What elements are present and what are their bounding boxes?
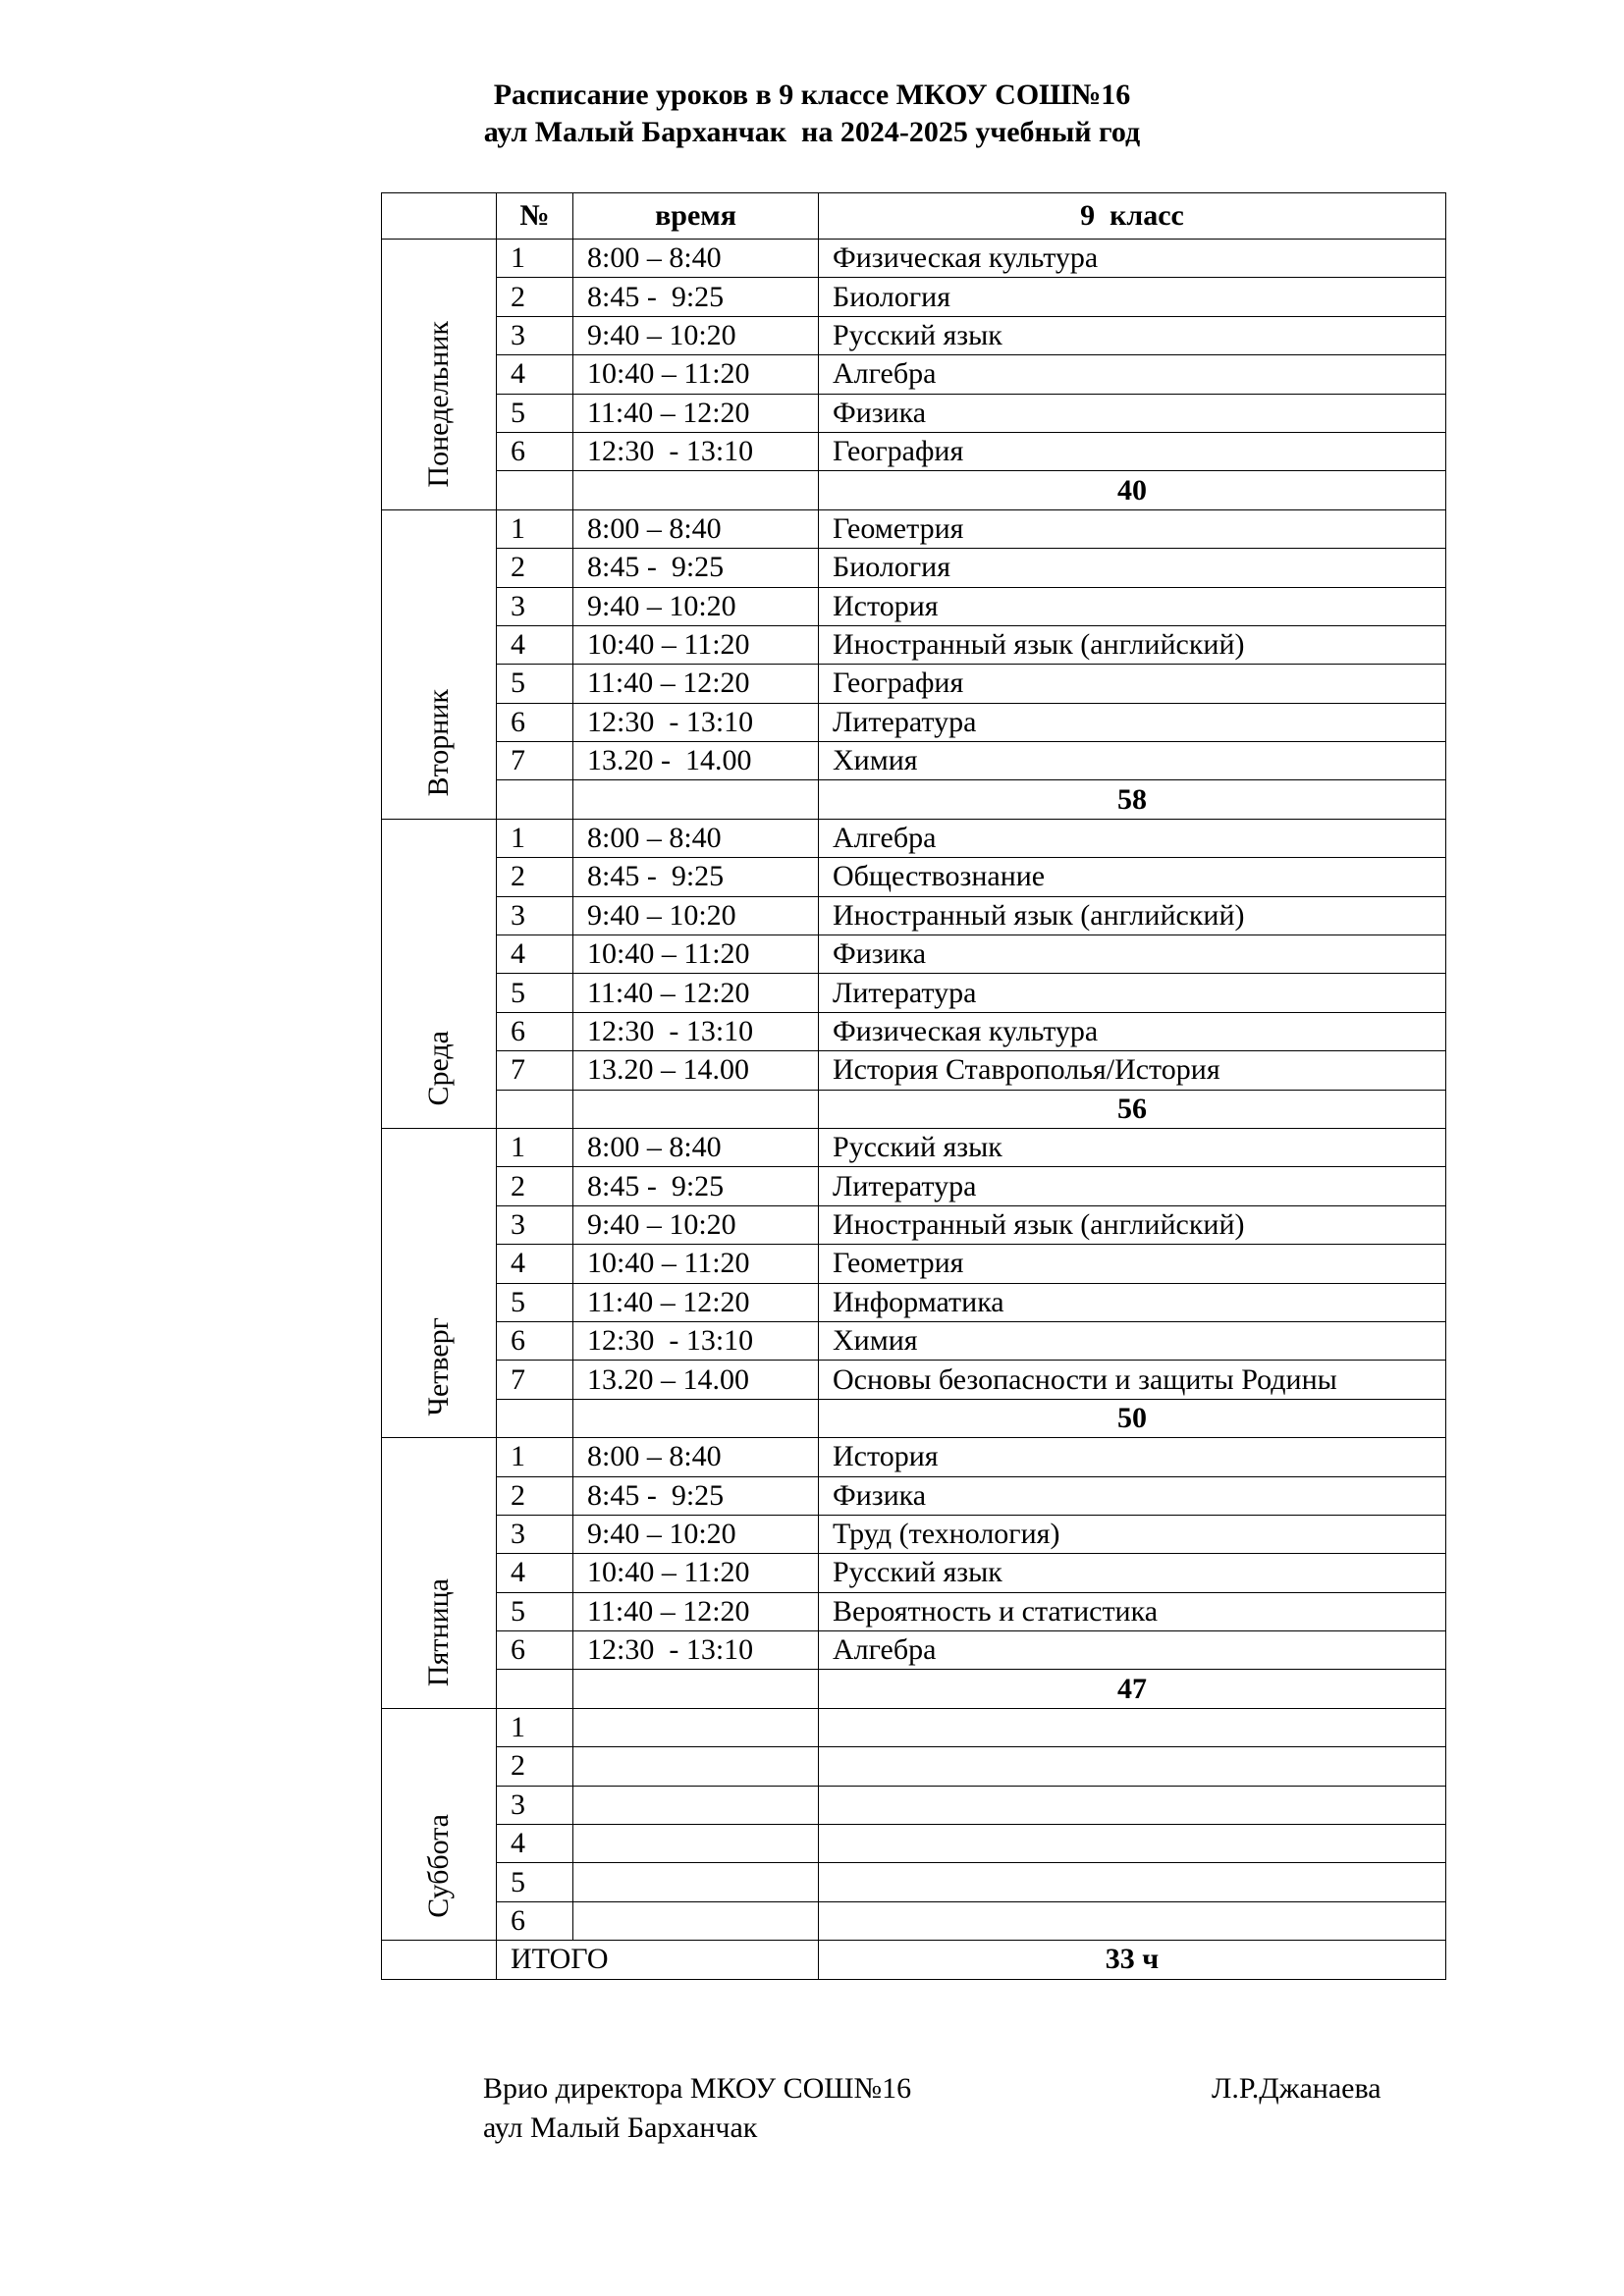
lesson-time xyxy=(573,1825,819,1863)
lesson-subject xyxy=(819,1863,1446,1901)
lesson-number: 4 xyxy=(497,625,573,664)
grand-total-day-blank xyxy=(382,1941,497,1979)
lesson-number: 1 xyxy=(497,509,573,548)
table-row xyxy=(382,1361,1446,1399)
table-row xyxy=(382,1245,1446,1283)
day-total-row xyxy=(382,471,1446,509)
lesson-subject: Геометрия xyxy=(819,1245,1446,1283)
day-label: Суббота xyxy=(422,1814,455,1919)
lesson-time xyxy=(573,1747,819,1786)
lesson-number: 2 xyxy=(497,1167,573,1205)
lesson-subject: Труд (технология) xyxy=(819,1515,1446,1553)
lesson-number: 3 xyxy=(497,1205,573,1244)
lesson-subject: Физика xyxy=(819,935,1446,974)
lesson-time: 8:45 - 9:25 xyxy=(573,1476,819,1515)
title-line-2: аул Малый Барханчак на 2024-2025 учебный год xyxy=(483,116,1141,148)
lesson-number: 3 xyxy=(497,316,573,354)
signer-name: Л.Р.Джанаева xyxy=(1212,2072,1381,2105)
lesson-time: 9:40 – 10:20 xyxy=(573,1205,819,1244)
lesson-subject: История xyxy=(819,587,1446,625)
header-class: 9 класс xyxy=(819,193,1446,240)
lesson-time: 8:00 – 8:40 xyxy=(573,1438,819,1476)
lesson-time xyxy=(573,1786,819,1824)
lesson-number: 3 xyxy=(497,587,573,625)
lesson-time: 13.20 – 14.00 xyxy=(573,1051,819,1090)
table-row xyxy=(382,587,1446,625)
table-row xyxy=(382,1554,1446,1592)
lesson-number: 6 xyxy=(497,1321,573,1360)
lesson-subject xyxy=(819,1825,1446,1863)
schedule-body xyxy=(382,193,1446,1980)
lesson-time: 12:30 - 13:10 xyxy=(573,432,819,470)
lesson-subject: Алгебра xyxy=(819,355,1446,394)
lesson-subject: География xyxy=(819,432,1446,470)
lesson-number: 4 xyxy=(497,355,573,394)
table-row xyxy=(382,1438,1446,1476)
table-row xyxy=(382,1747,1446,1786)
lesson-number: 5 xyxy=(497,1283,573,1321)
lesson-subject: Физика xyxy=(819,394,1446,432)
day-total-time-blank xyxy=(573,471,819,509)
lesson-number: 7 xyxy=(497,1361,573,1399)
lesson-time: 13.20 - 14.00 xyxy=(573,742,819,780)
day-cell xyxy=(382,509,497,819)
day-label: Понедельник xyxy=(422,321,455,488)
lesson-time: 13.20 – 14.00 xyxy=(573,1361,819,1399)
lesson-number: 6 xyxy=(497,1012,573,1050)
lesson-subject: Алгебра xyxy=(819,1631,1446,1670)
table-row xyxy=(382,1592,1446,1630)
table-row xyxy=(382,1901,1446,1940)
lesson-subject: Информатика xyxy=(819,1283,1446,1321)
day-cell xyxy=(382,240,497,510)
lesson-subject xyxy=(819,1786,1446,1824)
schedule-table xyxy=(381,192,1446,1980)
table-row xyxy=(382,1515,1446,1553)
table-row xyxy=(382,1476,1446,1515)
table-row xyxy=(382,1012,1446,1050)
lesson-time: 8:00 – 8:40 xyxy=(573,819,819,857)
lesson-number: 1 xyxy=(497,819,573,857)
lesson-subject: Иностранный язык (английский) xyxy=(819,1205,1446,1244)
lesson-time: 10:40 – 11:20 xyxy=(573,935,819,974)
lesson-number: 2 xyxy=(497,1476,573,1515)
table-row xyxy=(382,1825,1446,1863)
lesson-subject: Обществознание xyxy=(819,858,1446,896)
lesson-subject: Основы безопасности и защиты Родины xyxy=(819,1361,1446,1399)
lesson-time: 11:40 – 12:20 xyxy=(573,1283,819,1321)
lesson-subject: Русский язык xyxy=(819,316,1446,354)
lesson-number: 5 xyxy=(497,394,573,432)
day-total-time-blank xyxy=(573,1090,819,1128)
table-row xyxy=(382,1863,1446,1901)
lesson-subject: Физика xyxy=(819,1476,1446,1515)
day-total-number-blank xyxy=(497,780,573,819)
lesson-time xyxy=(573,1863,819,1901)
grand-total-value: 33 ч xyxy=(819,1941,1446,1979)
lesson-subject: Химия xyxy=(819,1321,1446,1360)
lesson-subject xyxy=(819,1708,1446,1746)
lesson-time: 10:40 – 11:20 xyxy=(573,625,819,664)
day-label: Вторник xyxy=(422,689,455,797)
day-cell xyxy=(382,1438,497,1709)
lesson-number: 6 xyxy=(497,1631,573,1670)
lesson-number: 5 xyxy=(497,974,573,1012)
table-row xyxy=(382,1205,1446,1244)
lesson-number: 6 xyxy=(497,1901,573,1940)
table-row xyxy=(382,896,1446,934)
lesson-number: 2 xyxy=(497,278,573,316)
day-total: 56 xyxy=(819,1090,1446,1128)
table-row xyxy=(382,432,1446,470)
lesson-number: 3 xyxy=(497,1786,573,1824)
footer-signer-title xyxy=(483,2069,911,2148)
day-total-number-blank xyxy=(497,471,573,509)
lesson-subject: Иностранный язык (английский) xyxy=(819,896,1446,934)
lesson-subject: История xyxy=(819,1438,1446,1476)
lesson-time: 10:40 – 11:20 xyxy=(573,355,819,394)
day-cell xyxy=(382,819,497,1128)
day-total-row xyxy=(382,1090,1446,1128)
lesson-number: 1 xyxy=(497,1708,573,1746)
header-row xyxy=(382,193,1446,240)
lesson-time: 12:30 - 13:10 xyxy=(573,703,819,741)
lesson-number: 5 xyxy=(497,665,573,703)
lesson-subject: Биология xyxy=(819,278,1446,316)
lesson-time: 9:40 – 10:20 xyxy=(573,1515,819,1553)
lesson-subject: Физическая культура xyxy=(819,1012,1446,1050)
day-total: 50 xyxy=(819,1399,1446,1437)
day-total: 40 xyxy=(819,471,1446,509)
lesson-number: 4 xyxy=(497,935,573,974)
table-row xyxy=(382,1128,1446,1166)
lesson-time xyxy=(573,1708,819,1746)
table-row xyxy=(382,509,1446,548)
lesson-time: 12:30 - 13:10 xyxy=(573,1012,819,1050)
lesson-subject xyxy=(819,1747,1446,1786)
table-row xyxy=(382,858,1446,896)
lesson-subject: Русский язык xyxy=(819,1554,1446,1592)
table-row xyxy=(382,355,1446,394)
lesson-time: 8:00 – 8:40 xyxy=(573,1128,819,1166)
lesson-subject: Литература xyxy=(819,1167,1446,1205)
table-row xyxy=(382,1631,1446,1670)
table-row xyxy=(382,1283,1446,1321)
table-row xyxy=(382,1321,1446,1360)
lesson-number: 2 xyxy=(497,1747,573,1786)
lesson-time: 8:45 - 9:25 xyxy=(573,1167,819,1205)
lesson-time: 8:00 – 8:40 xyxy=(573,240,819,278)
day-total-number-blank xyxy=(497,1670,573,1708)
table-row xyxy=(382,1167,1446,1205)
lesson-number: 4 xyxy=(497,1245,573,1283)
day-total-row xyxy=(382,780,1446,819)
lesson-number: 1 xyxy=(497,240,573,278)
day-total: 47 xyxy=(819,1670,1446,1708)
grand-total-row xyxy=(382,1941,1446,1979)
table-row xyxy=(382,1786,1446,1824)
lesson-number: 4 xyxy=(497,1825,573,1863)
lesson-number: 7 xyxy=(497,742,573,780)
lesson-time: 8:00 – 8:40 xyxy=(573,509,819,548)
lesson-time: 10:40 – 11:20 xyxy=(573,1554,819,1592)
lesson-subject: Алгебра xyxy=(819,819,1446,857)
lesson-number: 6 xyxy=(497,432,573,470)
lesson-number: 5 xyxy=(497,1863,573,1901)
day-total-time-blank xyxy=(573,1670,819,1708)
day-total: 58 xyxy=(819,780,1446,819)
lesson-time: 8:45 - 9:25 xyxy=(573,278,819,316)
lesson-time: 9:40 – 10:20 xyxy=(573,316,819,354)
lesson-subject xyxy=(819,1901,1446,1940)
lesson-time xyxy=(573,1901,819,1940)
lesson-number: 6 xyxy=(497,703,573,741)
lesson-time: 10:40 – 11:20 xyxy=(573,1245,819,1283)
lesson-subject: Литература xyxy=(819,703,1446,741)
header-time: время xyxy=(573,193,819,240)
table-row xyxy=(382,240,1446,278)
day-total-number-blank xyxy=(497,1399,573,1437)
day-cell xyxy=(382,1708,497,1940)
lesson-time: 9:40 – 10:20 xyxy=(573,896,819,934)
lesson-time: 8:45 - 9:25 xyxy=(573,549,819,587)
day-label: Четверг xyxy=(422,1316,455,1416)
lesson-time: 12:30 - 13:10 xyxy=(573,1321,819,1360)
lesson-subject: Физическая культура xyxy=(819,240,1446,278)
lesson-time: 11:40 – 12:20 xyxy=(573,974,819,1012)
lesson-subject: Химия xyxy=(819,742,1446,780)
day-total-time-blank xyxy=(573,780,819,819)
table-row xyxy=(382,819,1446,857)
grand-total-label: ИТОГО xyxy=(497,1941,819,1979)
day-label: Среда xyxy=(422,1031,455,1106)
table-row xyxy=(382,935,1446,974)
lesson-number: 1 xyxy=(497,1438,573,1476)
lesson-time: 8:45 - 9:25 xyxy=(573,858,819,896)
lesson-subject: Литература xyxy=(819,974,1446,1012)
table-row xyxy=(382,742,1446,780)
lesson-number: 5 xyxy=(497,1592,573,1630)
lesson-number: 7 xyxy=(497,1051,573,1090)
lesson-time: 11:40 – 12:20 xyxy=(573,665,819,703)
signer-title-line-2: аул Малый Барханчак xyxy=(483,2111,758,2144)
day-label: Пятница xyxy=(422,1577,455,1686)
lesson-number: 2 xyxy=(497,858,573,896)
lesson-subject: Русский язык xyxy=(819,1128,1446,1166)
lesson-number: 1 xyxy=(497,1128,573,1166)
table-row xyxy=(382,665,1446,703)
lesson-subject: Геометрия xyxy=(819,509,1446,548)
table-row xyxy=(382,974,1446,1012)
lesson-number: 3 xyxy=(497,896,573,934)
table-row xyxy=(382,1051,1446,1090)
lesson-subject: История Ставрополья/История xyxy=(819,1051,1446,1090)
table-row xyxy=(382,278,1446,316)
header-day-cell xyxy=(382,193,497,240)
table-row xyxy=(382,703,1446,741)
table-row xyxy=(382,549,1446,587)
lesson-time: 11:40 – 12:20 xyxy=(573,1592,819,1630)
lesson-time: 9:40 – 10:20 xyxy=(573,587,819,625)
lesson-subject: Иностранный язык (английский) xyxy=(819,625,1446,664)
lesson-number: 3 xyxy=(497,1515,573,1553)
table-row xyxy=(382,316,1446,354)
table-row xyxy=(382,625,1446,664)
title-line-1: Расписание уроков в 9 классе МКОУ СОШ№16 xyxy=(493,79,1131,111)
document-title xyxy=(0,77,1624,151)
lesson-number: 2 xyxy=(497,549,573,587)
lesson-time: 11:40 – 12:20 xyxy=(573,394,819,432)
lesson-subject: География xyxy=(819,665,1446,703)
day-total-row xyxy=(382,1670,1446,1708)
day-total-time-blank xyxy=(573,1399,819,1437)
lesson-time: 12:30 - 13:10 xyxy=(573,1631,819,1670)
day-total-number-blank xyxy=(497,1090,573,1128)
day-cell xyxy=(382,1128,497,1437)
day-total-row xyxy=(382,1399,1446,1437)
lesson-subject: Вероятность и статистика xyxy=(819,1592,1446,1630)
lesson-number: 4 xyxy=(497,1554,573,1592)
table-row xyxy=(382,1708,1446,1746)
signer-title-line-1: Врио директора МКОУ СОШ№16 xyxy=(483,2072,912,2105)
table-row xyxy=(382,394,1446,432)
lesson-subject: Биология xyxy=(819,549,1446,587)
header-number: № xyxy=(497,193,573,240)
